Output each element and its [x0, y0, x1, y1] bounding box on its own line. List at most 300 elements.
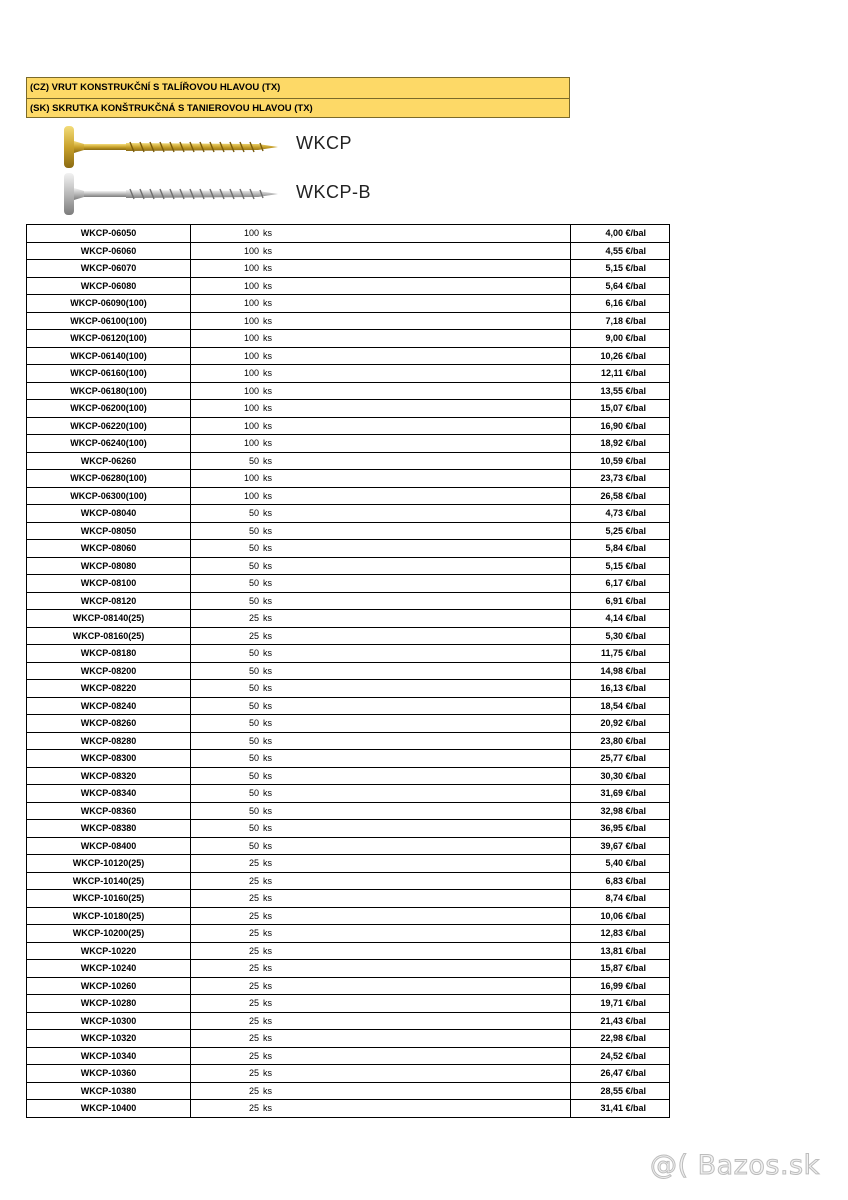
product-code: WKCP-06300(100)	[27, 487, 191, 505]
quantity-unit: ks	[263, 788, 272, 799]
product-code: WKCP-08220	[27, 680, 191, 698]
quantity-value: 25	[248, 893, 259, 904]
package-price: 39,67 €/bal	[571, 837, 670, 855]
package-price: 5,25 €/bal	[571, 522, 670, 540]
table-row	[27, 277, 670, 295]
quantity-value: 50	[248, 753, 259, 764]
product-code: WKCP-10320	[27, 1030, 191, 1048]
table-row	[27, 855, 670, 873]
package-price: 16,99 €/bal	[571, 977, 670, 995]
quantity-value: 25	[248, 875, 259, 886]
quantity-unit: ks	[263, 228, 272, 239]
package-price: 12,11 €/bal	[571, 365, 670, 383]
package-price: 26,58 €/bal	[571, 487, 670, 505]
product-code: WKCP-08100	[27, 575, 191, 593]
quantity-value: 50	[248, 543, 259, 554]
product-code: WKCP-08360	[27, 802, 191, 820]
package-price: 5,30 €/bal	[571, 627, 670, 645]
quantity-unit: ks	[263, 420, 272, 431]
table-row	[27, 697, 670, 715]
product-code: WKCP-08340	[27, 785, 191, 803]
table-row	[27, 925, 670, 943]
package-price: 12,83 €/bal	[571, 925, 670, 943]
product-code: WKCP-08050	[27, 522, 191, 540]
product-code: WKCP-08080	[27, 557, 191, 575]
quantity-value: 25	[248, 980, 259, 991]
package-quantity	[191, 802, 571, 820]
table-row	[27, 750, 670, 768]
quantity-unit: ks	[263, 770, 272, 781]
quantity-value: 50	[248, 718, 259, 729]
table-row	[27, 382, 670, 400]
table-row	[27, 890, 670, 908]
gold-product-label: WKCP	[296, 133, 352, 153]
package-quantity	[191, 890, 571, 908]
package-quantity	[191, 487, 571, 505]
quantity-unit: ks	[263, 1085, 272, 1096]
quantity-unit: ks	[263, 1015, 272, 1026]
table-row	[27, 452, 670, 470]
table-row	[27, 872, 670, 890]
table-row	[27, 995, 670, 1013]
package-price: 7,18 €/bal	[571, 312, 670, 330]
quantity-value: 25	[248, 928, 259, 939]
product-code: WKCP-10160(25)	[27, 890, 191, 908]
product-code: WKCP-08300	[27, 750, 191, 768]
table-row	[27, 225, 670, 243]
product-code: WKCP-06200(100)	[27, 400, 191, 418]
quantity-value: 25	[248, 613, 259, 624]
table-row	[27, 522, 670, 540]
table-row	[27, 610, 670, 628]
package-quantity	[191, 942, 571, 960]
quantity-value: 25	[248, 630, 259, 641]
quantity-unit: ks	[263, 368, 272, 379]
product-code: WKCP-08380	[27, 820, 191, 838]
quantity-unit: ks	[263, 1033, 272, 1044]
quantity-unit: ks	[263, 350, 272, 361]
table-row	[27, 575, 670, 593]
package-quantity	[191, 1065, 571, 1083]
package-quantity	[191, 610, 571, 628]
product-code: WKCP-08060	[27, 540, 191, 558]
product-code: WKCP-10400	[27, 1100, 191, 1118]
quantity-value: 100	[243, 333, 259, 344]
quantity-unit: ks	[263, 963, 272, 974]
package-price: 23,80 €/bal	[571, 732, 670, 750]
package-quantity	[191, 855, 571, 873]
gold-screw-image	[58, 124, 280, 170]
product-code: WKCP-08280	[27, 732, 191, 750]
package-quantity	[191, 1100, 571, 1118]
quantity-unit: ks	[263, 385, 272, 396]
quantity-value: 50	[248, 805, 259, 816]
package-quantity	[191, 452, 571, 470]
package-price: 31,41 €/bal	[571, 1100, 670, 1118]
table-row	[27, 435, 670, 453]
table-row	[27, 627, 670, 645]
package-price: 32,98 €/bal	[571, 802, 670, 820]
title-sk: (SK) SKRUTKA KONŠTRUKČNÁ S TANIEROVOU HLAVOU (TX)	[27, 98, 569, 119]
quantity-unit: ks	[263, 840, 272, 851]
quantity-unit: ks	[263, 403, 272, 414]
silver-product-label: WKCP-B	[296, 182, 371, 202]
quantity-value: 100	[243, 403, 259, 414]
product-code: WKCP-06180(100)	[27, 382, 191, 400]
quantity-unit: ks	[263, 980, 272, 991]
quantity-unit: ks	[263, 455, 272, 466]
product-code: WKCP-10300	[27, 1012, 191, 1030]
quantity-value: 50	[248, 525, 259, 536]
product-code: WKCP-10220	[27, 942, 191, 960]
package-price: 8,74 €/bal	[571, 890, 670, 908]
quantity-value: 100	[243, 420, 259, 431]
table-row	[27, 260, 670, 278]
quantity-unit: ks	[263, 508, 272, 519]
package-price: 5,40 €/bal	[571, 855, 670, 873]
quantity-unit: ks	[263, 315, 272, 326]
table-row	[27, 680, 670, 698]
table-row	[27, 1065, 670, 1083]
product-code: WKCP-10280	[27, 995, 191, 1013]
quantity-unit: ks	[263, 683, 272, 694]
quantity-unit: ks	[263, 753, 272, 764]
quantity-unit: ks	[263, 998, 272, 1009]
product-code: WKCP-08260	[27, 715, 191, 733]
product-code: WKCP-06060	[27, 242, 191, 260]
quantity-unit: ks	[263, 858, 272, 869]
quantity-unit: ks	[263, 910, 272, 921]
quantity-unit: ks	[263, 1103, 272, 1114]
table-row	[27, 802, 670, 820]
quantity-value: 100	[243, 280, 259, 291]
package-quantity	[191, 540, 571, 558]
quantity-value: 25	[248, 945, 259, 956]
package-price: 13,55 €/bal	[571, 382, 670, 400]
quantity-value: 100	[243, 438, 259, 449]
quantity-unit: ks	[263, 718, 272, 729]
quantity-unit: ks	[263, 525, 272, 536]
product-code: WKCP-08200	[27, 662, 191, 680]
package-price: 5,15 €/bal	[571, 557, 670, 575]
package-price: 6,83 €/bal	[571, 872, 670, 890]
package-quantity	[191, 330, 571, 348]
table-row	[27, 242, 670, 260]
quantity-value: 50	[248, 700, 259, 711]
table-row	[27, 767, 670, 785]
table-row	[27, 1047, 670, 1065]
package-price: 24,52 €/bal	[571, 1047, 670, 1065]
table-row	[27, 592, 670, 610]
table-row	[27, 1100, 670, 1118]
table-row	[27, 715, 670, 733]
quantity-unit: ks	[263, 875, 272, 886]
package-price: 22,98 €/bal	[571, 1030, 670, 1048]
table-row	[27, 365, 670, 383]
product-code: WKCP-10120(25)	[27, 855, 191, 873]
quantity-value: 25	[248, 1103, 259, 1114]
quantity-unit: ks	[263, 263, 272, 274]
product-code: WKCP-10340	[27, 1047, 191, 1065]
quantity-unit: ks	[263, 735, 272, 746]
quantity-value: 25	[248, 1015, 259, 1026]
quantity-value: 50	[248, 648, 259, 659]
product-code: WKCP-06050	[27, 225, 191, 243]
package-quantity	[191, 260, 571, 278]
package-quantity	[191, 697, 571, 715]
quantity-value: 50	[248, 683, 259, 694]
table-row	[27, 505, 670, 523]
package-price: 4,14 €/bal	[571, 610, 670, 628]
package-price: 14,98 €/bal	[571, 662, 670, 680]
package-quantity	[191, 295, 571, 313]
package-price: 13,81 €/bal	[571, 942, 670, 960]
quantity-value: 100	[243, 368, 259, 379]
package-quantity	[191, 645, 571, 663]
package-quantity	[191, 995, 571, 1013]
package-quantity	[191, 837, 571, 855]
package-price: 6,91 €/bal	[571, 592, 670, 610]
quantity-value: 25	[248, 1085, 259, 1096]
table-row	[27, 960, 670, 978]
product-code: WKCP-08140(25)	[27, 610, 191, 628]
package-quantity	[191, 925, 571, 943]
package-quantity	[191, 662, 571, 680]
quantity-value: 100	[243, 315, 259, 326]
package-price: 16,13 €/bal	[571, 680, 670, 698]
table-row	[27, 312, 670, 330]
table-row	[27, 1082, 670, 1100]
title-cz: (CZ) VRUT KONSTRUKČNÍ S TALÍŘOVOU HLAVOU (TX)	[30, 82, 281, 93]
package-price: 5,15 €/bal	[571, 260, 670, 278]
table-row	[27, 417, 670, 435]
package-quantity	[191, 1012, 571, 1030]
table-row	[27, 347, 670, 365]
package-price: 10,59 €/bal	[571, 452, 670, 470]
product-code: WKCP-10180(25)	[27, 907, 191, 925]
quantity-unit: ks	[263, 648, 272, 659]
quantity-value: 25	[248, 998, 259, 1009]
package-quantity	[191, 382, 571, 400]
package-price: 6,17 €/bal	[571, 575, 670, 593]
quantity-value: 100	[243, 473, 259, 484]
product-code: WKCP-10140(25)	[27, 872, 191, 890]
product-code: WKCP-06100(100)	[27, 312, 191, 330]
package-price: 10,06 €/bal	[571, 907, 670, 925]
bazos-watermark: @( Bazos.sk	[650, 1150, 820, 1181]
package-price: 25,77 €/bal	[571, 750, 670, 768]
price-table-body	[27, 225, 670, 1118]
product-code: WKCP-08040	[27, 505, 191, 523]
quantity-unit: ks	[263, 665, 272, 676]
package-price: 4,73 €/bal	[571, 505, 670, 523]
package-quantity	[191, 400, 571, 418]
table-row	[27, 557, 670, 575]
package-quantity	[191, 1082, 571, 1100]
quantity-value: 25	[248, 963, 259, 974]
package-quantity	[191, 1047, 571, 1065]
package-quantity	[191, 1030, 571, 1048]
table-row	[27, 470, 670, 488]
package-quantity	[191, 627, 571, 645]
product-code: WKCP-08160(25)	[27, 627, 191, 645]
product-code: WKCP-10360	[27, 1065, 191, 1083]
package-quantity	[191, 277, 571, 295]
quantity-value: 25	[248, 1050, 259, 1061]
quantity-value: 100	[243, 245, 259, 256]
package-quantity	[191, 872, 571, 890]
package-quantity	[191, 680, 571, 698]
title-banner	[26, 77, 570, 118]
package-price: 26,47 €/bal	[571, 1065, 670, 1083]
quantity-value: 100	[243, 228, 259, 239]
package-quantity	[191, 820, 571, 838]
product-code: WKCP-06260	[27, 452, 191, 470]
product-code: WKCP-06160(100)	[27, 365, 191, 383]
quantity-value: 25	[248, 1068, 259, 1079]
quantity-unit: ks	[263, 473, 272, 484]
quantity-unit: ks	[263, 245, 272, 256]
package-quantity	[191, 225, 571, 243]
package-quantity	[191, 365, 571, 383]
quantity-unit: ks	[263, 805, 272, 816]
quantity-unit: ks	[263, 560, 272, 571]
package-price: 10,26 €/bal	[571, 347, 670, 365]
quantity-unit: ks	[263, 543, 272, 554]
package-quantity	[191, 417, 571, 435]
price-table	[26, 224, 670, 1118]
package-price: 23,73 €/bal	[571, 470, 670, 488]
quantity-unit: ks	[263, 928, 272, 939]
table-row	[27, 540, 670, 558]
quantity-unit: ks	[263, 438, 272, 449]
quantity-value: 100	[243, 385, 259, 396]
package-price: 30,30 €/bal	[571, 767, 670, 785]
product-code: WKCP-08180	[27, 645, 191, 663]
package-quantity	[191, 732, 571, 750]
package-quantity	[191, 715, 571, 733]
quantity-value: 50	[248, 508, 259, 519]
package-price: 20,92 €/bal	[571, 715, 670, 733]
quantity-unit: ks	[263, 893, 272, 904]
package-quantity	[191, 435, 571, 453]
package-quantity	[191, 592, 571, 610]
silver-screw-image	[58, 171, 280, 217]
table-row	[27, 662, 670, 680]
product-code: WKCP-06220(100)	[27, 417, 191, 435]
quantity-value: 100	[243, 350, 259, 361]
product-code: WKCP-08240	[27, 697, 191, 715]
package-price: 18,92 €/bal	[571, 435, 670, 453]
package-quantity	[191, 557, 571, 575]
quantity-value: 50	[248, 578, 259, 589]
quantity-unit: ks	[263, 490, 272, 501]
product-code: WKCP-06280(100)	[27, 470, 191, 488]
quantity-value: 25	[248, 858, 259, 869]
product-code: WKCP-08120	[27, 592, 191, 610]
quantity-value: 50	[248, 560, 259, 571]
quantity-unit: ks	[263, 630, 272, 641]
quantity-unit: ks	[263, 280, 272, 291]
product-code: WKCP-08320	[27, 767, 191, 785]
product-code: WKCP-06240(100)	[27, 435, 191, 453]
package-price: 15,07 €/bal	[571, 400, 670, 418]
package-price: 11,75 €/bal	[571, 645, 670, 663]
product-code: WKCP-06070	[27, 260, 191, 278]
table-row	[27, 400, 670, 418]
package-price: 4,00 €/bal	[571, 225, 670, 243]
quantity-value: 50	[248, 595, 259, 606]
package-quantity	[191, 767, 571, 785]
package-quantity	[191, 242, 571, 260]
package-quantity	[191, 347, 571, 365]
package-quantity	[191, 750, 571, 768]
table-row	[27, 942, 670, 960]
package-price: 31,69 €/bal	[571, 785, 670, 803]
package-quantity	[191, 960, 571, 978]
quantity-value: 50	[248, 665, 259, 676]
product-code: WKCP-06080	[27, 277, 191, 295]
product-code: WKCP-06120(100)	[27, 330, 191, 348]
package-quantity	[191, 575, 571, 593]
quantity-value: 50	[248, 455, 259, 466]
package-quantity	[191, 312, 571, 330]
quantity-value: 100	[243, 298, 259, 309]
package-quantity	[191, 785, 571, 803]
quantity-value: 100	[243, 490, 259, 501]
table-row	[27, 837, 670, 855]
quantity-value: 25	[248, 910, 259, 921]
package-price: 18,54 €/bal	[571, 697, 670, 715]
product-code: WKCP-10260	[27, 977, 191, 995]
quantity-value: 50	[248, 735, 259, 746]
table-row	[27, 487, 670, 505]
quantity-unit: ks	[263, 595, 272, 606]
quantity-unit: ks	[263, 578, 272, 589]
package-price: 15,87 €/bal	[571, 960, 670, 978]
package-price: 21,43 €/bal	[571, 1012, 670, 1030]
package-price: 6,16 €/bal	[571, 295, 670, 313]
quantity-value: 25	[248, 1033, 259, 1044]
quantity-unit: ks	[263, 823, 272, 834]
package-price: 5,64 €/bal	[571, 277, 670, 295]
package-quantity	[191, 977, 571, 995]
table-row	[27, 1012, 670, 1030]
quantity-unit: ks	[263, 333, 272, 344]
package-price: 28,55 €/bal	[571, 1082, 670, 1100]
quantity-unit: ks	[263, 700, 272, 711]
quantity-unit: ks	[263, 1050, 272, 1061]
package-price: 19,71 €/bal	[571, 995, 670, 1013]
quantity-value: 50	[248, 823, 259, 834]
table-row	[27, 785, 670, 803]
product-code: WKCP-10240	[27, 960, 191, 978]
quantity-value: 50	[248, 770, 259, 781]
table-row	[27, 330, 670, 348]
quantity-value: 50	[248, 788, 259, 799]
quantity-value: 100	[243, 263, 259, 274]
product-code: WKCP-08400	[27, 837, 191, 855]
table-row	[27, 1030, 670, 1048]
package-price: 16,90 €/bal	[571, 417, 670, 435]
package-quantity	[191, 907, 571, 925]
table-row	[27, 732, 670, 750]
package-price: 4,55 €/bal	[571, 242, 670, 260]
quantity-unit: ks	[263, 613, 272, 624]
quantity-value: 50	[248, 840, 259, 851]
table-row	[27, 977, 670, 995]
table-row	[27, 820, 670, 838]
